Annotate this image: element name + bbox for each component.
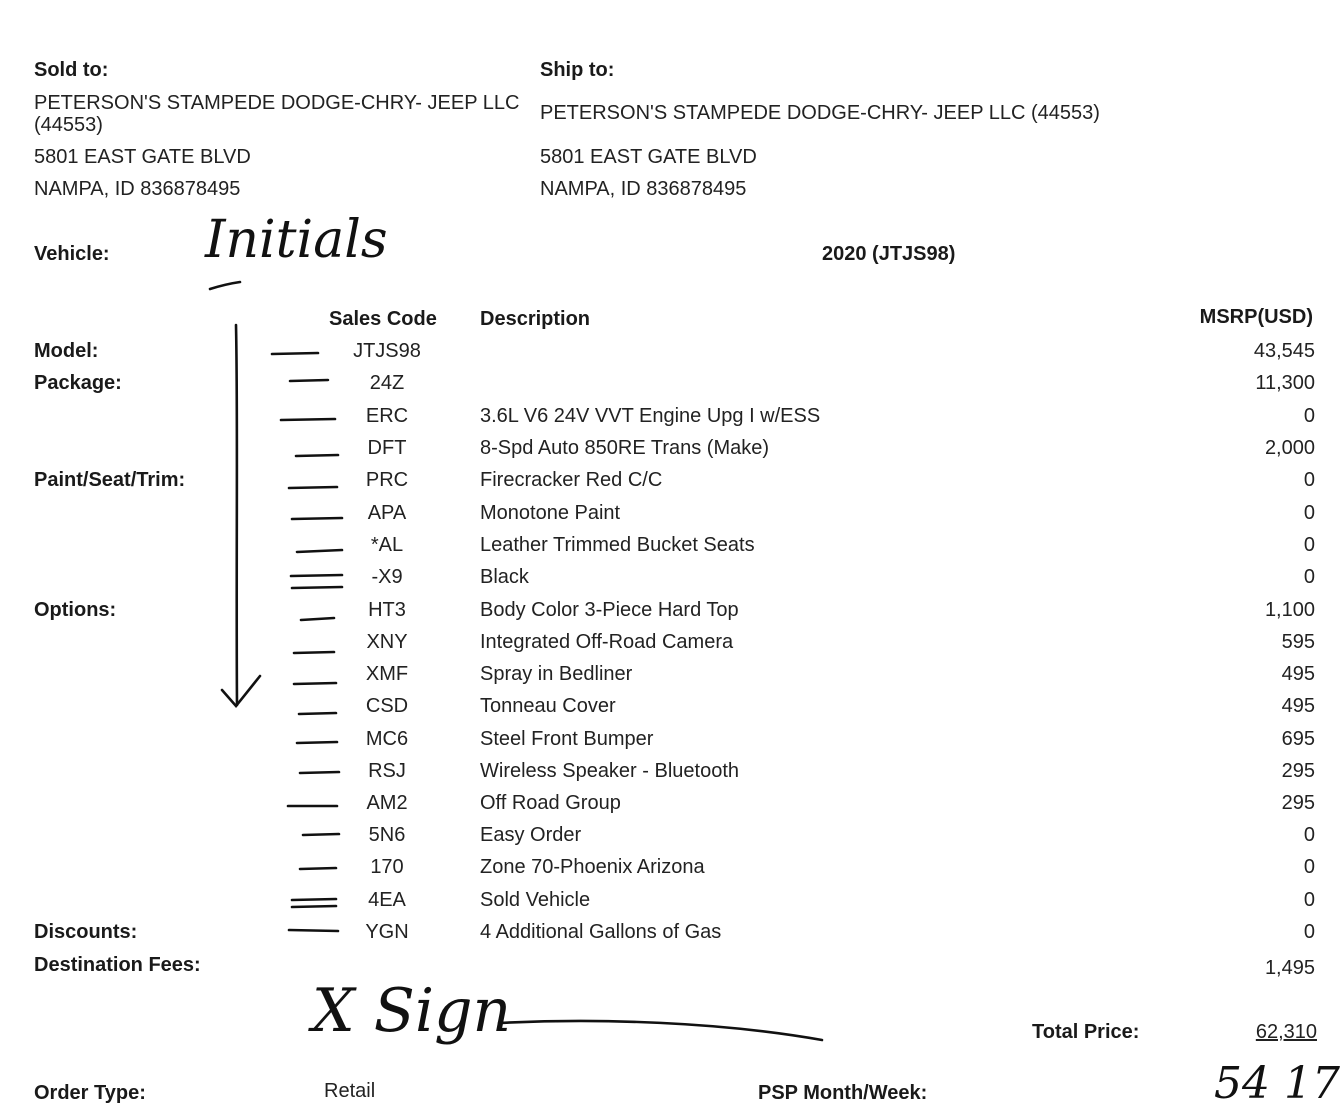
row-msrp: 43,545	[1253, 340, 1315, 362]
ship-to-city: NAMPA, ID 836878495	[540, 178, 747, 200]
row-msrp: 0	[1303, 502, 1315, 524]
ship-to-label: Ship to:	[540, 59, 615, 81]
handwritten-initials: Initials	[205, 210, 388, 270]
psp-month-week-label: PSP Month/Week:	[758, 1082, 928, 1104]
header-description: Description	[480, 308, 591, 330]
row-code: JTJS98	[353, 340, 421, 362]
order-type-value: Retail	[324, 1080, 376, 1102]
row-description: Steel Front Bumper	[480, 728, 654, 750]
order-type-label: Order Type:	[34, 1082, 146, 1104]
row-code: 5N6	[368, 824, 406, 846]
row-msrp: 0	[1303, 534, 1315, 556]
row-description: Leather Trimmed Bucket Seats	[480, 534, 755, 556]
row-code: AM2	[366, 792, 408, 814]
label-destination-fees: Destination Fees:	[34, 954, 201, 976]
row-code: 4EA	[368, 889, 406, 911]
row-description: Body Color 3-Piece Hard Top	[480, 599, 739, 621]
row-description: Zone 70-Phoenix Arizona	[480, 856, 705, 878]
vehicle-value: 2020 (JTJS98)	[822, 243, 956, 265]
row-msrp: 0	[1303, 469, 1315, 491]
handwritten-corner-note: 54 17	[1214, 1058, 1340, 1109]
row-code: DFT	[367, 437, 407, 459]
row-code: 170	[370, 856, 404, 878]
destination-fee-value: 1,495	[1264, 957, 1315, 979]
row-code: PRC	[365, 469, 409, 491]
label-package: Package:	[34, 372, 122, 394]
row-description: Tonneau Cover	[480, 695, 616, 717]
total-price-value: 62,310	[1255, 1021, 1317, 1043]
row-msrp: 595	[1281, 631, 1315, 653]
row-msrp: 0	[1303, 566, 1315, 588]
row-code: -X9	[371, 566, 403, 588]
row-code: HT3	[368, 599, 406, 621]
sold-to-label: Sold to:	[34, 59, 109, 81]
row-code: 24Z	[369, 372, 405, 394]
row-description: 4 Additional Gallons of Gas	[480, 921, 722, 943]
row-msrp: 295	[1281, 792, 1315, 814]
row-description: Off Road Group	[480, 792, 621, 814]
row-description: Easy Order	[480, 824, 582, 846]
row-msrp: 0	[1303, 889, 1315, 911]
row-code: XNY	[366, 631, 408, 653]
row-msrp: 11,300	[1255, 372, 1315, 394]
row-msrp: 695	[1281, 728, 1315, 750]
row-description: Wireless Speaker - Bluetooth	[480, 760, 740, 782]
total-price-label: Total Price:	[1032, 1021, 1140, 1043]
row-code: APA	[367, 502, 407, 524]
row-msrp: 0	[1303, 824, 1315, 846]
row-description: 3.6L V6 24V VVT Engine Upg I w/ESS	[480, 405, 821, 427]
ship-to-name: PETERSON'S STAMPEDE DODGE-CHRY- JEEP LLC (44553)	[540, 102, 1100, 124]
row-code: ERC	[365, 405, 409, 427]
row-code: *AL	[370, 534, 404, 556]
row-description: Black	[480, 566, 529, 588]
row-description: Integrated Off-Road Camera	[480, 631, 734, 653]
label-model: Model:	[34, 340, 99, 362]
row-description: Monotone Paint	[480, 502, 621, 524]
row-msrp: 2,000	[1264, 437, 1315, 459]
row-msrp: 1,100	[1264, 599, 1315, 621]
row-code: CSD	[365, 695, 409, 717]
row-code: MC6	[365, 728, 409, 750]
row-description: Sold Vehicle	[480, 889, 591, 911]
label-paint-seat-trim: Paint/Seat/Trim:	[34, 469, 186, 491]
vehicle-label: Vehicle:	[34, 243, 110, 265]
row-msrp: 0	[1303, 405, 1315, 427]
handwritten-sign: X Sign	[312, 976, 512, 1046]
row-msrp: 495	[1281, 695, 1315, 717]
row-description: Firecracker Red C/C	[480, 469, 663, 491]
row-code: XMF	[365, 663, 409, 685]
row-msrp: 0	[1303, 856, 1315, 878]
header-msrp: MSRP(USD)	[1199, 306, 1313, 328]
label-options: Options:	[34, 599, 117, 621]
row-description: 8-Spd Auto 850RE Trans (Make)	[480, 437, 770, 459]
row-msrp: 0	[1303, 921, 1315, 943]
row-msrp: 495	[1281, 663, 1315, 685]
row-code: RSJ	[368, 760, 406, 782]
label-discounts: Discounts:	[34, 921, 138, 943]
sold-to-name: PETERSON'S STAMPEDE DODGE-CHRY- JEEP LLC (44553)	[34, 92, 520, 136]
ship-to-street: 5801 EAST GATE BLVD	[540, 146, 757, 168]
row-code: YGN	[365, 921, 409, 943]
row-msrp: 295	[1281, 760, 1315, 782]
row-description: Spray in Bedliner	[480, 663, 633, 685]
sold-to-street: 5801 EAST GATE BLVD	[34, 146, 251, 168]
header-sales-code: Sales Code	[329, 308, 437, 330]
sold-to-city: NAMPA, ID 836878495	[34, 178, 241, 200]
